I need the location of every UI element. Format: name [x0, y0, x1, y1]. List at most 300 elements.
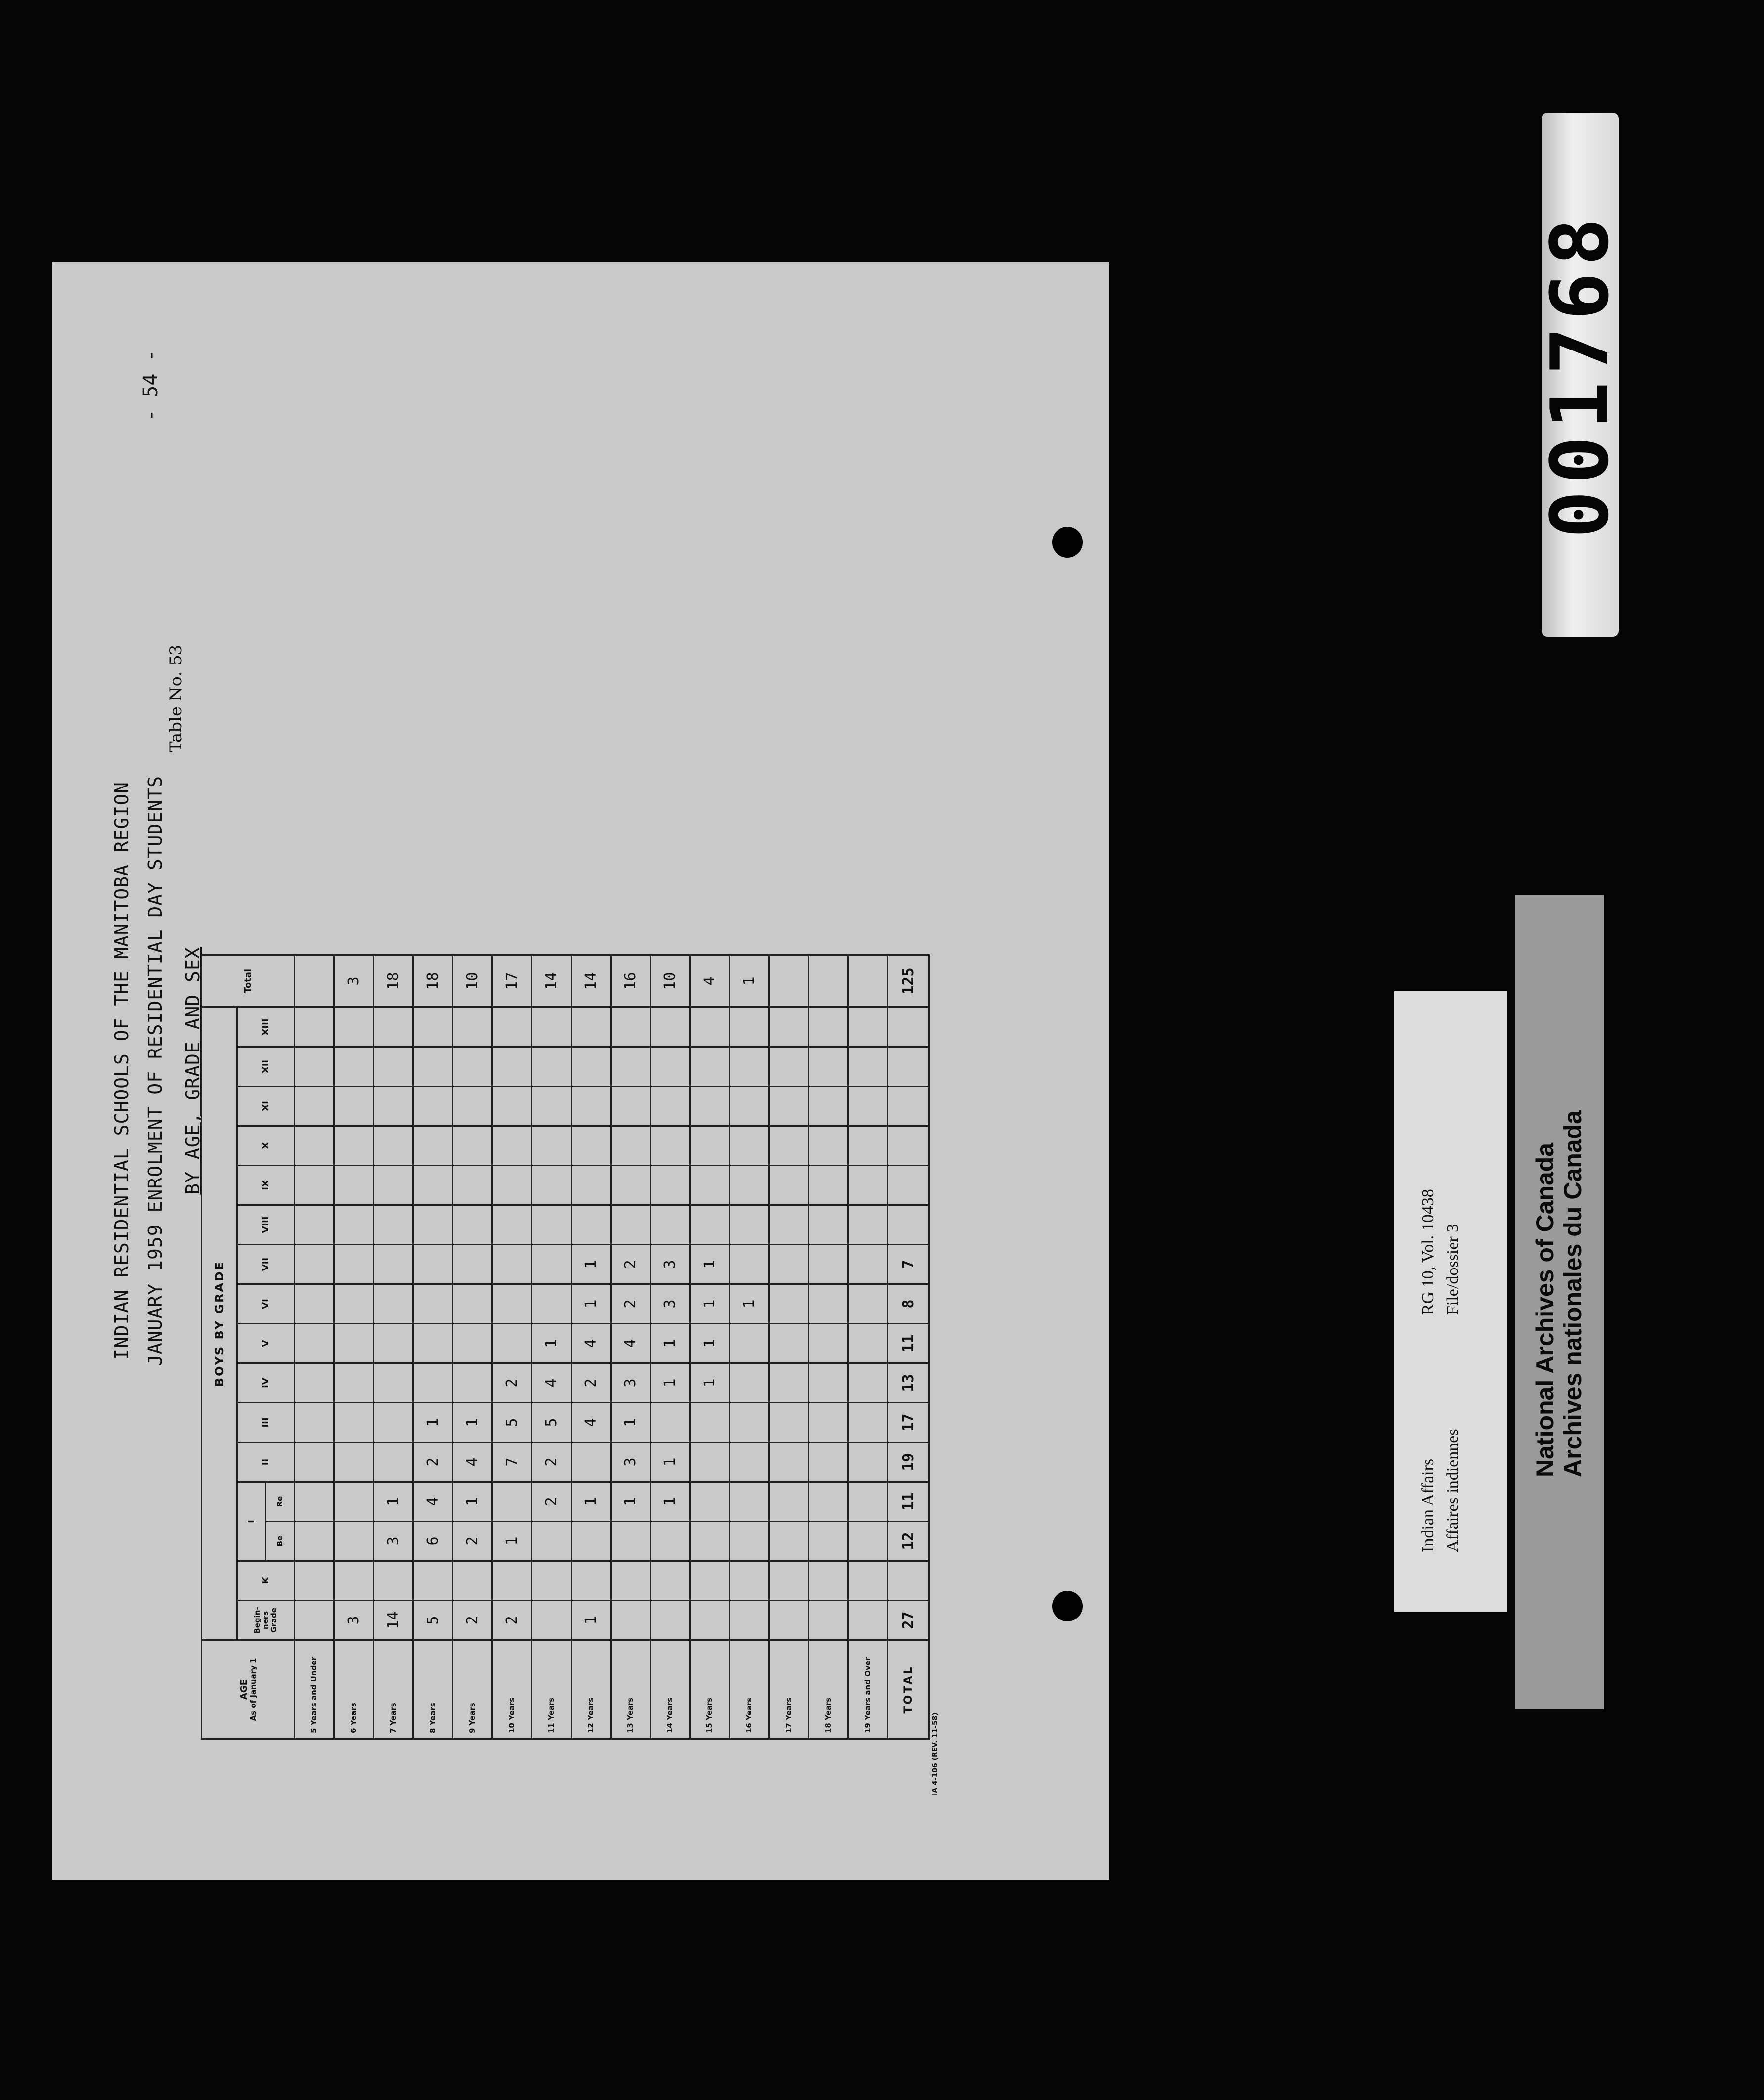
table-cell [809, 1363, 848, 1403]
table-cell [848, 1482, 888, 1522]
table-cell: 1 [453, 1403, 492, 1443]
total-cell: 11 [888, 1324, 929, 1363]
table-cell [769, 1007, 809, 1047]
table-cell [334, 1482, 374, 1522]
table-cell [809, 955, 848, 1007]
table-cell [651, 1166, 690, 1205]
table-cell [532, 1601, 572, 1640]
table-cell [532, 1284, 572, 1324]
table-cell [492, 1007, 532, 1047]
table-row [492, 955, 532, 1739]
table-cell [492, 1561, 532, 1601]
table-cell [295, 1403, 334, 1443]
table-cell [848, 1324, 888, 1363]
totals-row [888, 955, 929, 1739]
table-cell [769, 1166, 809, 1205]
table-cell [492, 1482, 532, 1522]
table-row [453, 955, 492, 1739]
table-cell [651, 1047, 690, 1087]
table-cell [374, 1403, 413, 1443]
table-cell [334, 1522, 374, 1561]
table-cell [769, 1047, 809, 1087]
table-row [848, 955, 888, 1739]
table-cell: 6 [413, 1522, 453, 1561]
table-cell: 5 [492, 1403, 532, 1443]
table-cell: 2 [453, 1522, 492, 1561]
total-cell [888, 1166, 929, 1205]
table-cell [848, 1403, 888, 1443]
table-cell [295, 1087, 334, 1126]
table-cell: 18 [374, 955, 413, 1007]
table-cell [651, 1561, 690, 1601]
col-header-total: Total [202, 955, 295, 1007]
enrolment-table [201, 954, 930, 1740]
table-cell [769, 1403, 809, 1443]
table-cell: 3 [651, 1245, 690, 1284]
table-cell [453, 1245, 492, 1284]
table-cell: 14 [532, 955, 572, 1007]
table-cell [572, 1561, 611, 1601]
table-cell [334, 1443, 374, 1482]
total-cell [888, 1047, 929, 1087]
table-cell: 1 [651, 1443, 690, 1482]
document-subtitle: JANUARY 1959 ENROLMENT OF RESIDENTIAL DAY STUDENTS [144, 776, 166, 1366]
age-subheader: As of January 1 [248, 1658, 258, 1721]
table-cell [848, 1205, 888, 1245]
col-header-be: Be [266, 1522, 295, 1561]
table-cell [809, 1245, 848, 1284]
document-content [52, 262, 1109, 1880]
table-cell [453, 1284, 492, 1324]
table-cell [769, 1522, 809, 1561]
table-cell [848, 1047, 888, 1087]
institution-name-en: National Archives of Canada [1531, 1142, 1559, 1477]
table-cell [730, 1126, 769, 1166]
table-cell [690, 1601, 730, 1640]
table-cell [492, 1126, 532, 1166]
row-age-label: 19 Years and Over [848, 1640, 888, 1739]
table-cell [848, 1245, 888, 1284]
frame-number-text: 001768 [1534, 211, 1626, 538]
table-cell [374, 1245, 413, 1284]
table-cell [492, 1284, 532, 1324]
table-cell: 14 [374, 1601, 413, 1640]
page-number: - 54 - [139, 350, 162, 421]
table-cell [413, 1324, 453, 1363]
age-header-cell [202, 1640, 295, 1739]
table-cell [334, 1324, 374, 1363]
total-cell: 19 [888, 1443, 929, 1482]
table-cell [769, 1284, 809, 1324]
table-cell [690, 1007, 730, 1047]
table-cell [413, 1166, 453, 1205]
table-cell [413, 1284, 453, 1324]
table-cell: 14 [572, 955, 611, 1007]
table-cell [334, 1284, 374, 1324]
table-cell [572, 1087, 611, 1126]
table-cell [334, 1007, 374, 1047]
total-cell [888, 1126, 929, 1166]
table-cell [651, 1601, 690, 1640]
table-cell [492, 1087, 532, 1126]
table-cell [295, 1601, 334, 1640]
table-cell [848, 1087, 888, 1126]
row-age-label: 17 Years [769, 1640, 809, 1739]
table-cell [848, 1126, 888, 1166]
total-cell: 11 [888, 1482, 929, 1522]
table-cell [413, 1363, 453, 1403]
table-cell: 4 [413, 1482, 453, 1522]
table-cell [611, 1087, 651, 1126]
table-cell [611, 1205, 651, 1245]
table-cell [295, 1284, 334, 1324]
table-cell [730, 1561, 769, 1601]
table-cell [334, 1245, 374, 1284]
table-cell [334, 1126, 374, 1166]
table-cell: 16 [611, 955, 651, 1007]
row-age-label: 14 Years [651, 1640, 690, 1739]
table-cell [651, 1007, 690, 1047]
row-age-label: 10 Years [492, 1640, 532, 1739]
table-cell: 1 [730, 955, 769, 1007]
table-cell: 2 [413, 1443, 453, 1482]
table-cell [690, 1205, 730, 1245]
table-cell [532, 1087, 572, 1126]
table-cell: 1 [492, 1522, 532, 1561]
table-cell: 1 [611, 1482, 651, 1522]
table-cell [295, 1363, 334, 1403]
table-cell [690, 1522, 730, 1561]
table-cell [374, 1007, 413, 1047]
total-cell: 12 [888, 1522, 929, 1561]
table-cell: 1 [572, 1601, 611, 1640]
age-header: AGE [238, 1679, 249, 1700]
table-cell [532, 1047, 572, 1087]
label-fonds-fr: Affaires indiennes [1444, 1429, 1462, 1552]
table-cell: 18 [413, 955, 453, 1007]
label-volume: RG 10, Vol. 10438 [1419, 1189, 1437, 1315]
col-header-k: K [237, 1561, 295, 1601]
table-cell [611, 1047, 651, 1087]
row-age-label: 13 Years [611, 1640, 651, 1739]
table-cell [848, 1522, 888, 1561]
table-cell [769, 955, 809, 1007]
scanned-page [52, 262, 1109, 1880]
table-cell [413, 1561, 453, 1601]
table-row [413, 955, 453, 1739]
table-cell [651, 1522, 690, 1561]
table-cell [572, 1166, 611, 1205]
col-header-ix: IX [237, 1166, 295, 1205]
table-cell [611, 1522, 651, 1561]
table-cell: 1 [572, 1245, 611, 1284]
row-age-label: 6 Years [334, 1640, 374, 1739]
table-cell [413, 1126, 453, 1166]
table-cell: 10 [651, 955, 690, 1007]
col-header-xi: XI [237, 1087, 295, 1126]
table-cell [374, 1087, 413, 1126]
document-title: INDIAN RESIDENTIAL SCHOOLS OF THE MANITOBA REGION [111, 781, 132, 1360]
table-cell [572, 1205, 611, 1245]
total-cell [888, 1087, 929, 1126]
table-cell [848, 1007, 888, 1047]
table-cell: 1 [690, 1284, 730, 1324]
table-cell: 4 [572, 1403, 611, 1443]
total-cell [888, 1561, 929, 1601]
table-cell [809, 1126, 848, 1166]
table-cell: 2 [611, 1284, 651, 1324]
table-cell [769, 1561, 809, 1601]
table-cell [572, 1007, 611, 1047]
table-cell: 5 [532, 1403, 572, 1443]
archive-institution-label [1515, 895, 1604, 1709]
table-cell: 2 [453, 1601, 492, 1640]
label-fonds-en: Indian Affairs [1419, 1458, 1437, 1552]
table-cell [690, 1166, 730, 1205]
table-cell [848, 1284, 888, 1324]
table-cell [413, 1245, 453, 1284]
table-cell [374, 1443, 413, 1482]
table-cell [334, 1047, 374, 1087]
row-age-label: 18 Years [809, 1640, 848, 1739]
table-cell: 7 [492, 1443, 532, 1482]
table-cell [532, 1561, 572, 1601]
table-cell: 1 [453, 1482, 492, 1522]
table-cell [572, 1443, 611, 1482]
table-cell: 5 [413, 1601, 453, 1640]
boys-by-grade-header: BOYS BY GRADE [202, 1007, 237, 1640]
table-cell [295, 1324, 334, 1363]
table-cell [730, 1205, 769, 1245]
table-cell: 2 [492, 1363, 532, 1403]
table-cell [809, 1403, 848, 1443]
form-code: IA 4-106 (REV. 11-58) [931, 1712, 939, 1795]
table-cell [374, 1363, 413, 1403]
table-cell [295, 1561, 334, 1601]
document-breakdown: BY AGE, GRADE AND SEX [182, 947, 204, 1195]
table-cell [532, 1007, 572, 1047]
table-cell [453, 1561, 492, 1601]
table-cell [453, 1166, 492, 1205]
table-cell: 1 [413, 1403, 453, 1443]
table-cell [492, 1324, 532, 1363]
table-cell [651, 1403, 690, 1443]
row-age-label: 5 Years and Under [295, 1640, 334, 1739]
table-cell [809, 1007, 848, 1047]
table-cell [848, 1601, 888, 1640]
table-row [809, 955, 848, 1739]
table-cell [809, 1522, 848, 1561]
total-cell: 13 [888, 1363, 929, 1403]
table-cell [651, 1087, 690, 1126]
table-cell: 4 [690, 955, 730, 1007]
table-cell: 4 [572, 1324, 611, 1363]
table-cell [730, 1087, 769, 1126]
table-cell: 1 [690, 1363, 730, 1403]
table-cell [690, 1087, 730, 1126]
table-cell [453, 1126, 492, 1166]
table-cell [730, 1482, 769, 1522]
table-cell [690, 1047, 730, 1087]
table-cell [334, 1205, 374, 1245]
table-cell [492, 1047, 532, 1087]
table-row [532, 955, 572, 1739]
table-cell [453, 1363, 492, 1403]
table-cell [769, 1324, 809, 1363]
table-cell [572, 1047, 611, 1087]
total-cell: 125 [888, 955, 929, 1007]
table-cell [295, 1047, 334, 1087]
col-header-viii: VIII [237, 1205, 295, 1245]
table-cell: 1 [532, 1324, 572, 1363]
table-cell [769, 1205, 809, 1245]
table-cell: 3 [334, 955, 374, 1007]
table-cell [611, 1126, 651, 1166]
table-cell [730, 1166, 769, 1205]
table-cell [769, 1087, 809, 1126]
table-cell [651, 1126, 690, 1166]
total-cell [888, 1205, 929, 1245]
table-cell [769, 1601, 809, 1640]
table-cell [730, 1324, 769, 1363]
table-cell [374, 1284, 413, 1324]
table-cell [334, 1166, 374, 1205]
table-cell [413, 1047, 453, 1087]
punch-hole [1052, 527, 1083, 558]
table-cell [295, 1482, 334, 1522]
film-frame-number [1534, 113, 1626, 637]
table-cell [769, 1443, 809, 1482]
table-cell [730, 1403, 769, 1443]
table-row [730, 955, 769, 1739]
table-cell: 4 [611, 1324, 651, 1363]
table-row [572, 955, 611, 1739]
table-cell [730, 1443, 769, 1482]
header-row-group [202, 955, 237, 1739]
table-cell [413, 1007, 453, 1047]
table-cell [532, 1245, 572, 1284]
table-cell [848, 1363, 888, 1403]
institution-name-fr: Archives nationales du Canada [1559, 1110, 1587, 1477]
table-cell [809, 1087, 848, 1126]
table-cell [532, 1205, 572, 1245]
total-cell: 7 [888, 1245, 929, 1284]
punch-hole [1052, 1591, 1083, 1621]
table-cell [611, 1601, 651, 1640]
table-cell: 10 [453, 955, 492, 1007]
table-cell [572, 1126, 611, 1166]
table-cell [374, 1166, 413, 1205]
table-cell: 2 [492, 1601, 532, 1640]
table-cell [809, 1166, 848, 1205]
col-header-iv: IV [237, 1363, 295, 1403]
table-cell [809, 1561, 848, 1601]
table-row [611, 955, 651, 1739]
table-cell [334, 1363, 374, 1403]
table-row [334, 955, 374, 1739]
table-row [690, 955, 730, 1739]
table-cell [769, 1363, 809, 1403]
table-cell [690, 1126, 730, 1166]
table-row [295, 955, 334, 1739]
table-cell [532, 1126, 572, 1166]
table-cell [690, 1443, 730, 1482]
table-cell [492, 1166, 532, 1205]
table-cell: 1 [572, 1482, 611, 1522]
table-cell: 3 [611, 1363, 651, 1403]
table-cell: 1 [651, 1482, 690, 1522]
table-cell [809, 1284, 848, 1324]
table-cell: 2 [611, 1245, 651, 1284]
total-cell: 17 [888, 1403, 929, 1443]
table-cell [492, 1245, 532, 1284]
table-cell: 3 [334, 1601, 374, 1640]
total-cell [888, 1007, 929, 1047]
table-cell [769, 1245, 809, 1284]
table-cell [848, 1443, 888, 1482]
row-age-label: 11 Years [532, 1640, 572, 1739]
table-cell [848, 1166, 888, 1205]
col-header-x: X [237, 1126, 295, 1166]
table-cell [532, 1166, 572, 1205]
table-cell [453, 1324, 492, 1363]
table-cell [651, 1205, 690, 1245]
table-cell [809, 1047, 848, 1087]
table-cell [295, 1126, 334, 1166]
table-cell [611, 1166, 651, 1205]
col-header-v: V [237, 1324, 295, 1363]
table-cell [690, 1561, 730, 1601]
table-cell [809, 1324, 848, 1363]
row-age-label: 12 Years [572, 1640, 611, 1739]
table-cell [848, 1561, 888, 1601]
table-cell [295, 955, 334, 1007]
table-cell [453, 1047, 492, 1087]
table-row [769, 955, 809, 1739]
table-cell [532, 1522, 572, 1561]
table-cell: 1 [651, 1363, 690, 1403]
table-cell [730, 1245, 769, 1284]
table-cell [809, 1443, 848, 1482]
table-cell [848, 955, 888, 1007]
table-cell [769, 1126, 809, 1166]
table-cell [295, 1443, 334, 1482]
table-cell [295, 1205, 334, 1245]
table-cell: 1 [374, 1482, 413, 1522]
table-cell [769, 1482, 809, 1522]
table-cell [374, 1561, 413, 1601]
table-row [651, 955, 690, 1739]
table-cell [295, 1522, 334, 1561]
table-cell [809, 1205, 848, 1245]
table-cell: 2 [532, 1482, 572, 1522]
total-label: TOTAL [888, 1640, 929, 1739]
col-header-grade-i: I [237, 1482, 266, 1561]
table-cell [413, 1087, 453, 1126]
table-cell: 3 [651, 1284, 690, 1324]
col-header-re: Re [266, 1482, 295, 1522]
table-cell [730, 1522, 769, 1561]
table-cell: 1 [690, 1245, 730, 1284]
col-header-beginners: Begin-ners Grade [237, 1601, 295, 1640]
table-cell [730, 1363, 769, 1403]
table-cell [413, 1205, 453, 1245]
table-cell: 1 [572, 1284, 611, 1324]
table-cell [295, 1007, 334, 1047]
table-cell: 2 [532, 1443, 572, 1482]
table-cell [492, 1205, 532, 1245]
total-cell: 8 [888, 1284, 929, 1324]
